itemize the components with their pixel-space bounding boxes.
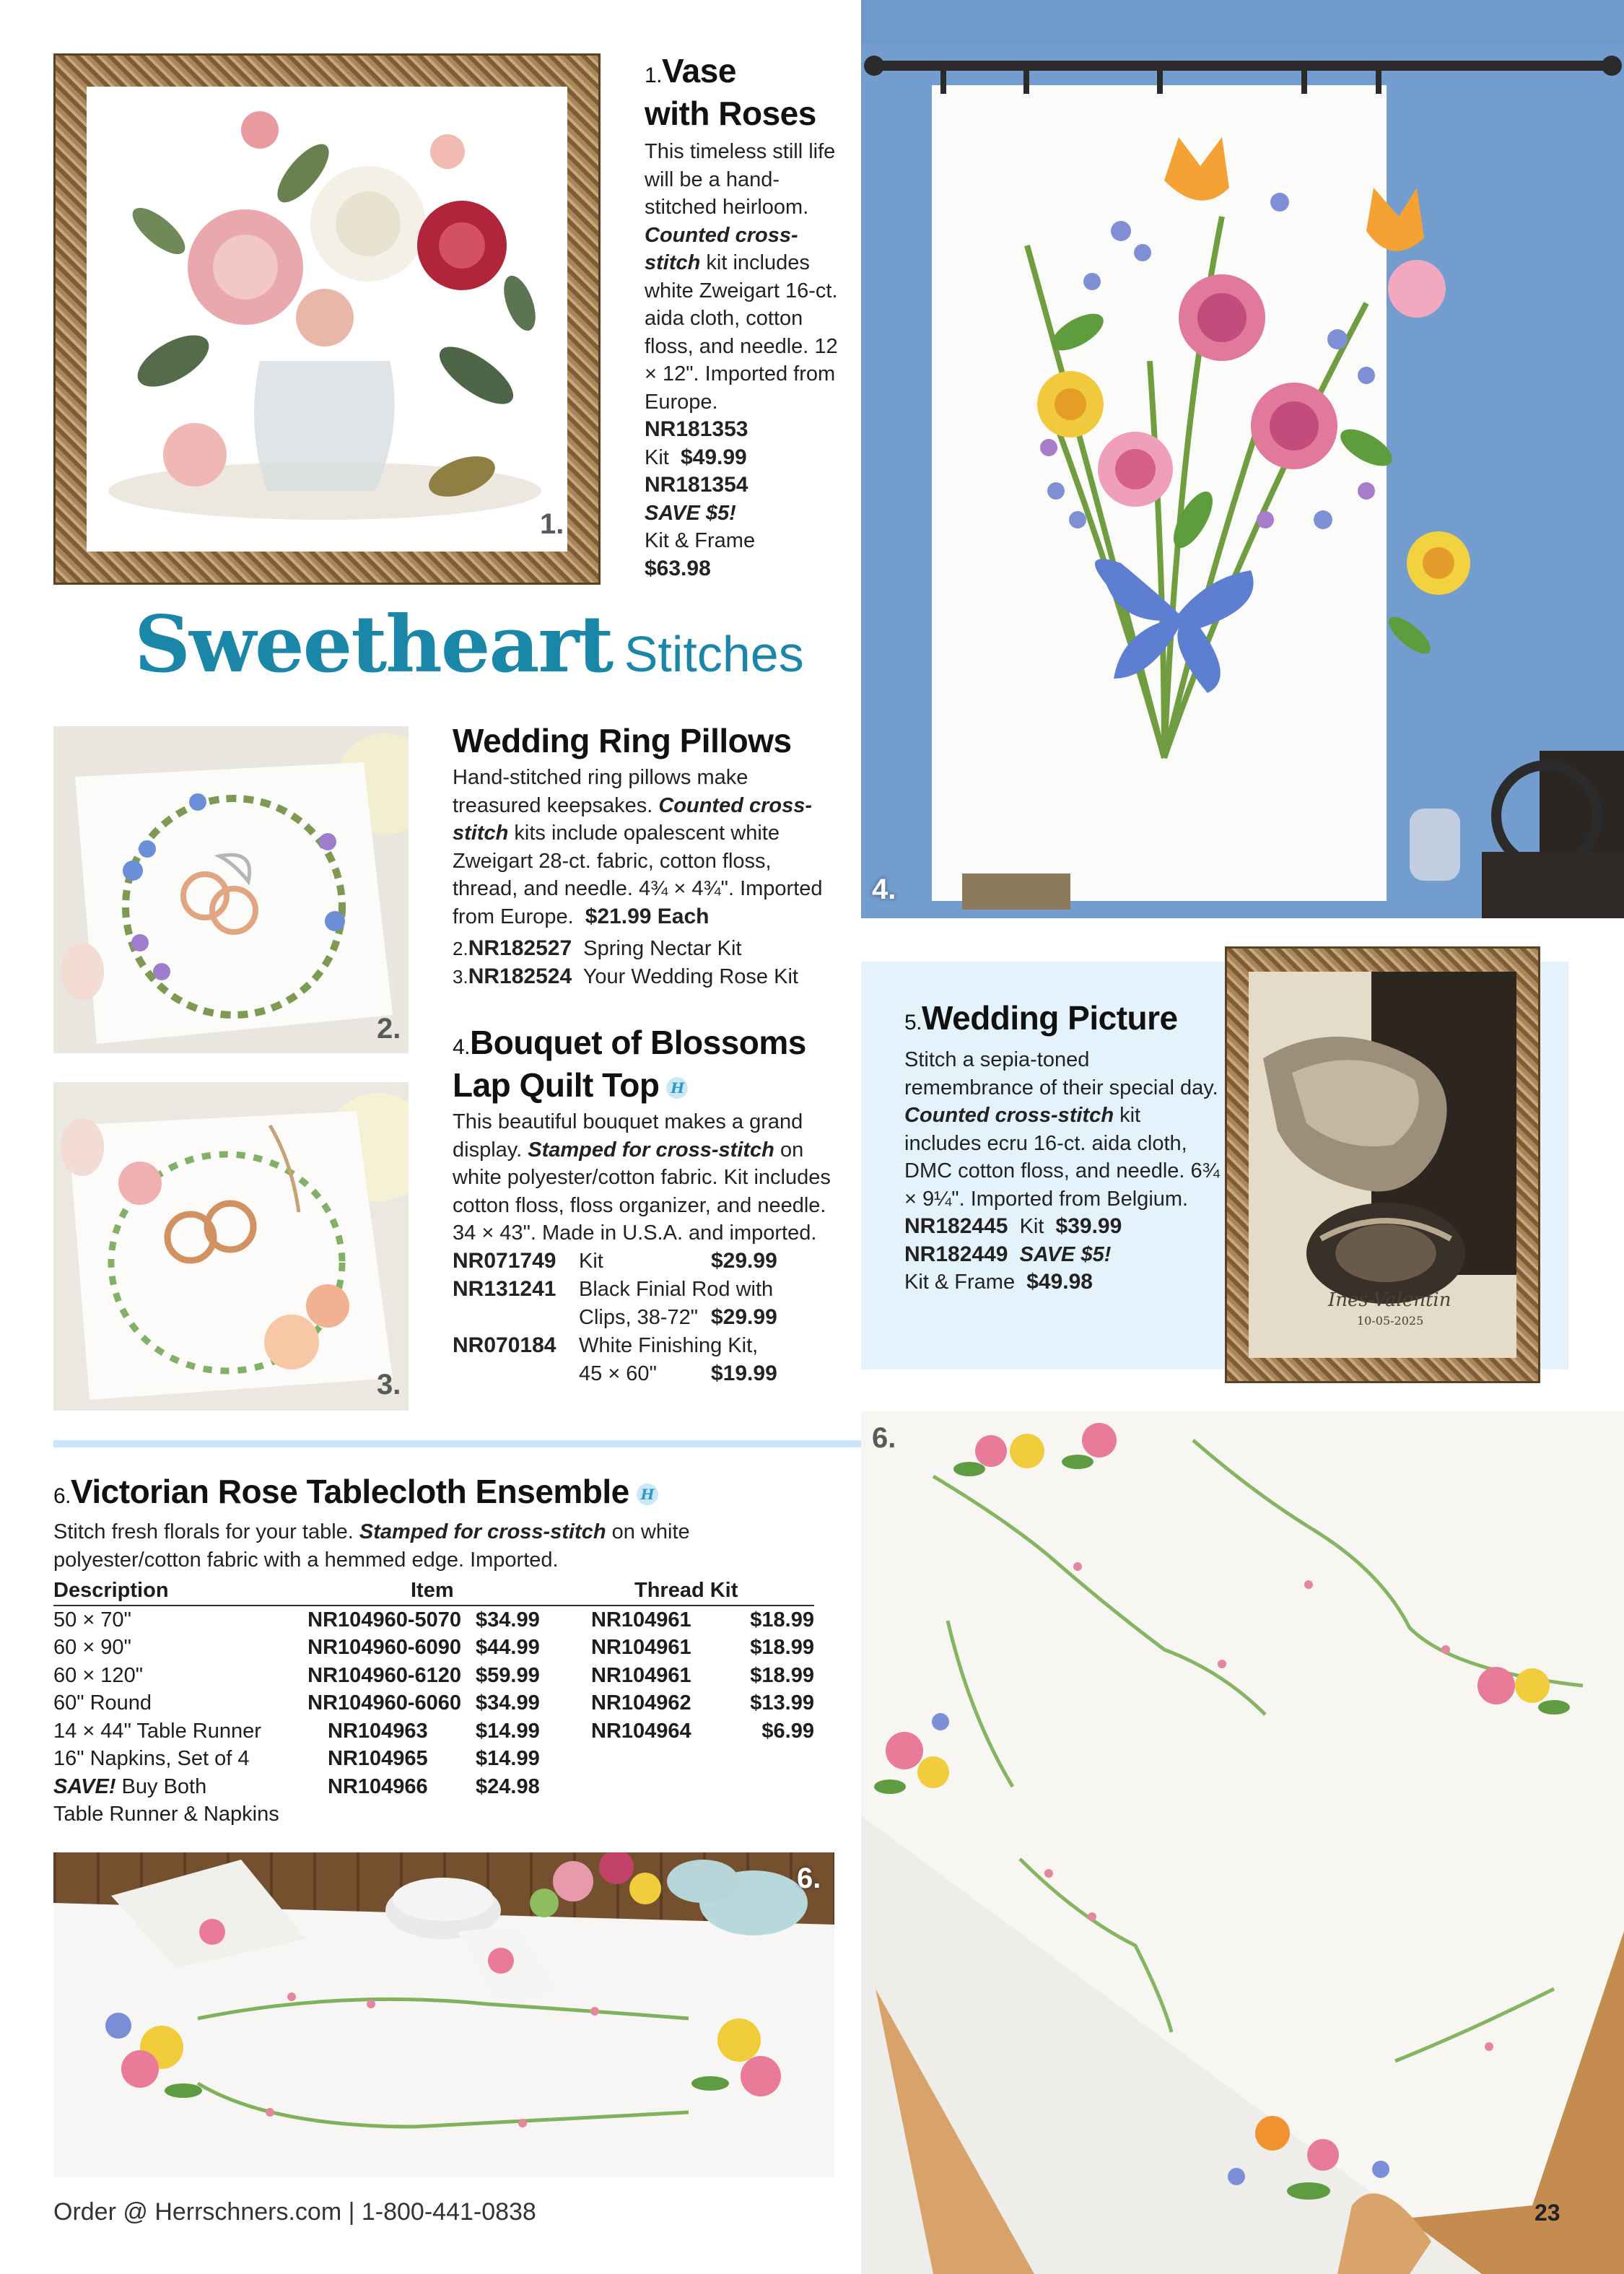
line-name: White Finishing Kit, — [579, 1333, 759, 1357]
vase-frame-label: Kit & Frame — [645, 529, 756, 552]
row-thread: NR104961 — [591, 1636, 691, 1659]
ring-pillows-price: $21.99 Each — [585, 904, 710, 928]
list-item — [453, 935, 828, 963]
table-row — [53, 1745, 814, 1773]
table-row-cont — [53, 1800, 814, 1829]
handcraft-badge-icon: H — [666, 1077, 688, 1099]
ring-pillow-photo-rose — [53, 1082, 409, 1411]
row-thread-price: $6.99 — [761, 1719, 814, 1743]
line-name: Black Finial Rod with — [579, 1277, 774, 1301]
line-sku: NR071749 — [453, 1248, 556, 1273]
wedding-picture-photo — [1249, 972, 1516, 1358]
bouquet-description — [453, 1108, 842, 1247]
wedding-sku-kit: NR182445 — [904, 1214, 1008, 1238]
product-number: 6. — [53, 1484, 71, 1508]
table-runner-image — [53, 1852, 834, 2177]
col-header-thread: Thread Kit — [591, 1577, 814, 1606]
section-divider — [53, 1440, 861, 1447]
bouquet-photo — [861, 0, 1624, 918]
item-number: 2. — [453, 938, 468, 959]
table-row — [53, 1717, 814, 1746]
price-line — [453, 1276, 828, 1304]
row-thread-price: $13.99 — [750, 1691, 814, 1715]
figure-label-6-bottom: 6. — [797, 1863, 821, 1894]
tablecloth-spec-table — [53, 1577, 814, 1829]
page-number: 23 — [1534, 2200, 1560, 2226]
figure-label-6-right: 6. — [872, 1422, 896, 1454]
footer-order-line: Order @ Herrschners.com | 1-800-441-0838 — [53, 2198, 536, 2226]
vase-title-line2: with Roses — [645, 95, 816, 132]
vase-title-line1: Vase — [662, 52, 736, 90]
wedding-kit-label: Kit — [1019, 1215, 1044, 1238]
tablecloth-photo — [861, 1411, 1624, 2274]
row-thread: NR104964 — [591, 1719, 691, 1743]
bouquet-wall-image — [861, 0, 1624, 918]
wedding-picture-desc-technique: Counted cross-stitch — [904, 1104, 1114, 1127]
wedding-kit-price: $39.99 — [1055, 1214, 1122, 1238]
vase-title — [645, 52, 847, 132]
row-thread: NR104962 — [591, 1691, 691, 1715]
row-item: NR104963 — [328, 1719, 428, 1743]
bouquet-desc-intro: This beautiful bouquet makes a grand display. — [453, 1110, 803, 1162]
row-desc: 14 × 44" Table Runner — [53, 1719, 261, 1743]
line-price: $19.99 — [711, 1361, 777, 1385]
ring-pillows-title: Wedding Ring Pillows — [453, 722, 792, 759]
section-heading — [134, 599, 804, 690]
vase-text-block — [645, 52, 847, 583]
table-row — [53, 1634, 814, 1662]
row-thread-price: $18.99 — [750, 1608, 814, 1632]
item-number: 3. — [453, 965, 468, 988]
row-price: $14.99 — [476, 1719, 540, 1743]
row-price: $24.98 — [476, 1774, 540, 1798]
tablecloth-image — [861, 1411, 1624, 2274]
heading-main: Sweetheart — [134, 599, 613, 690]
heading-sub: Stitches — [624, 626, 804, 682]
vase-photo — [87, 87, 567, 552]
line-price: $29.99 — [711, 1304, 777, 1329]
spring-nectar-pillow-image — [53, 726, 409, 1053]
bouquet-price-lines — [453, 1247, 842, 1388]
ring-pillows-description — [453, 764, 828, 931]
row-item: NR104960-5070 — [307, 1608, 461, 1632]
list-item — [453, 963, 828, 991]
row-thread-price: $18.99 — [750, 1663, 814, 1687]
item-name: Spring Nectar Kit — [583, 937, 742, 960]
row-desc-text: Buy Both — [121, 1774, 207, 1798]
ring-pillows-items — [453, 935, 828, 990]
figure-label-2: 2. — [377, 1013, 401, 1045]
wedding-picture-title-text: Wedding Picture — [922, 999, 1178, 1037]
line-name: Kit — [579, 1249, 603, 1273]
table-row — [53, 1773, 814, 1801]
row-price: $34.99 — [476, 1608, 540, 1632]
row-desc — [53, 1773, 295, 1801]
row-desc-cont: Table Runner & Napkins — [53, 1803, 279, 1826]
figure-label-4: 4. — [872, 874, 896, 905]
tablecloth-desc-rest: on white polyester/cotton fabric with a hemmed edge. Imported. — [53, 1520, 690, 1572]
wedding-picture-text-block — [904, 999, 1222, 1297]
tablecloth-description — [53, 1518, 818, 1574]
bouquet-desc-rest: on white polyester/cotton fabric. Kit includes cotton floss, floss organizer, and needle. 34 × 43". Made in U.S.A. and imported. — [453, 1138, 831, 1245]
ring-pillows-desc-technique: Counted cross-stitch — [453, 793, 813, 845]
row-thread: NR104961 — [591, 1608, 691, 1632]
wedding-frame-price: $49.98 — [1026, 1270, 1093, 1294]
row-item: NR104960-6120 — [307, 1663, 461, 1687]
wedding-signature: Ines-Valentin — [1328, 1289, 1451, 1311]
bouquet-text-block — [453, 1024, 842, 1388]
tablecloth-title — [53, 1473, 818, 1515]
vase-kit-price: $49.99 — [680, 445, 747, 469]
bouquet-title-line2: Lap Quilt Top — [453, 1066, 660, 1104]
handcraft-badge-icon: H — [637, 1484, 658, 1505]
row-save-badge: SAVE! — [53, 1774, 116, 1798]
vase-save-badge: SAVE $5! — [645, 501, 736, 525]
line-sku: NR131241 — [453, 1276, 556, 1301]
row-item: NR104966 — [328, 1774, 428, 1798]
table-runner-photo — [53, 1852, 834, 2177]
tablecloth-desc-technique: Stamped for cross-stitch — [359, 1520, 606, 1543]
wedding-save-badge: SAVE $5! — [1019, 1242, 1112, 1266]
wedding-picture-title — [904, 999, 1222, 1042]
row-price: $59.99 — [476, 1663, 540, 1687]
vase-frame-price: $63.98 — [645, 556, 711, 580]
product-number: 4. — [453, 1035, 471, 1059]
figure-label-1: 1. — [540, 508, 564, 540]
bouquet-title-line1: Bouquet of Blossoms — [470, 1024, 806, 1061]
wedding-frame-label: Kit & Frame — [904, 1271, 1016, 1294]
line-sku: NR070184 — [453, 1333, 556, 1357]
row-desc: 60" Round — [53, 1691, 152, 1715]
item-sku: NR182527 — [468, 936, 572, 960]
vase-desc-rest: kit includes white Zweigart 16-ct. aida cloth, cotton floss, and needle. 12 × 12". Imported from Europe. — [645, 251, 838, 414]
bouquet-title — [453, 1024, 842, 1104]
row-price: $14.99 — [476, 1747, 540, 1770]
row-desc: 16" Napkins, Set of 4 — [53, 1747, 250, 1770]
col-header-description: Description — [53, 1577, 295, 1606]
row-item: NR104960-6090 — [307, 1636, 461, 1659]
price-line — [453, 1332, 828, 1360]
row-price: $34.99 — [476, 1691, 540, 1715]
table-row — [53, 1689, 814, 1717]
product-number: 5. — [904, 1011, 922, 1034]
wedding-date: 10-05-2025 — [1357, 1314, 1424, 1328]
bouquet-desc-technique: Stamped for cross-stitch — [528, 1138, 774, 1162]
row-desc: 60 × 120" — [53, 1663, 143, 1687]
tablecloth-text-block — [53, 1473, 818, 1829]
ring-pillow-photo-spring — [53, 726, 409, 1053]
vase-roses-image — [87, 87, 567, 552]
line-name-cont: Clips, 38-72" — [579, 1305, 699, 1329]
line-price: $29.99 — [711, 1248, 777, 1273]
vase-desc-technique: Counted cross-stitch — [645, 223, 798, 274]
ring-pillows-desc-rest: kits include opalescent white Zweigart 28-ct. fabric, cotton floss, thread, and needle. 4¾ × 4¾". Imported from Europe. — [453, 822, 823, 928]
row-desc: 60 × 90" — [53, 1636, 131, 1659]
table-header-row — [53, 1577, 814, 1606]
row-desc: 50 × 70" — [53, 1608, 131, 1632]
col-header-item: Item — [295, 1577, 591, 1606]
wedding-picture-description — [904, 1046, 1222, 1213]
vase-kit-label: Kit — [645, 445, 669, 469]
wedding-sku-frame: NR182449 — [904, 1242, 1008, 1266]
table-row — [53, 1662, 814, 1690]
wedding-rose-pillow-image — [53, 1082, 409, 1411]
row-price: $44.99 — [476, 1636, 540, 1659]
tablecloth-desc-intro: Stitch fresh florals for your table. — [53, 1520, 354, 1543]
table-row — [53, 1606, 814, 1634]
item-sku: NR182524 — [468, 964, 572, 988]
vase-description — [645, 138, 847, 416]
vase-sku-frame: NR181354 — [645, 473, 748, 497]
wedding-picture-desc-intro: Stitch a sepia-toned remembrance of their special day. — [904, 1048, 1218, 1099]
wedding-picture-desc-rest: kit includes ecru 16-ct. aida cloth, DMC cotton floss, and needle. 6¾ × 9¼". Imported from Belgium. — [904, 1104, 1220, 1211]
vase-desc-intro: This timeless still life will be a hand-stitched heirloom. — [645, 140, 836, 219]
wedding-picture-pricing — [904, 1213, 1222, 1297]
row-item: NR104960-6060 — [307, 1691, 461, 1715]
figure-label-3: 3. — [377, 1369, 401, 1400]
row-thread: NR104961 — [591, 1663, 691, 1687]
ring-pillows-desc-intro: Hand-stitched ring pillows make treasured keepsakes. — [453, 766, 748, 817]
line-name-cont: 45 × 60" — [579, 1362, 657, 1385]
row-item: NR104965 — [328, 1747, 428, 1770]
tablecloth-title-text: Victorian Rose Tablecloth Ensemble — [71, 1473, 629, 1510]
price-line — [453, 1247, 828, 1276]
ring-pillows-text-block — [453, 722, 828, 990]
item-name: Your Wedding Rose Kit — [582, 964, 798, 988]
row-thread-price: $18.99 — [750, 1636, 814, 1659]
vase-pricing — [645, 416, 847, 583]
product-number: 1. — [645, 64, 663, 87]
vase-sku-kit: NR181353 — [645, 417, 748, 441]
